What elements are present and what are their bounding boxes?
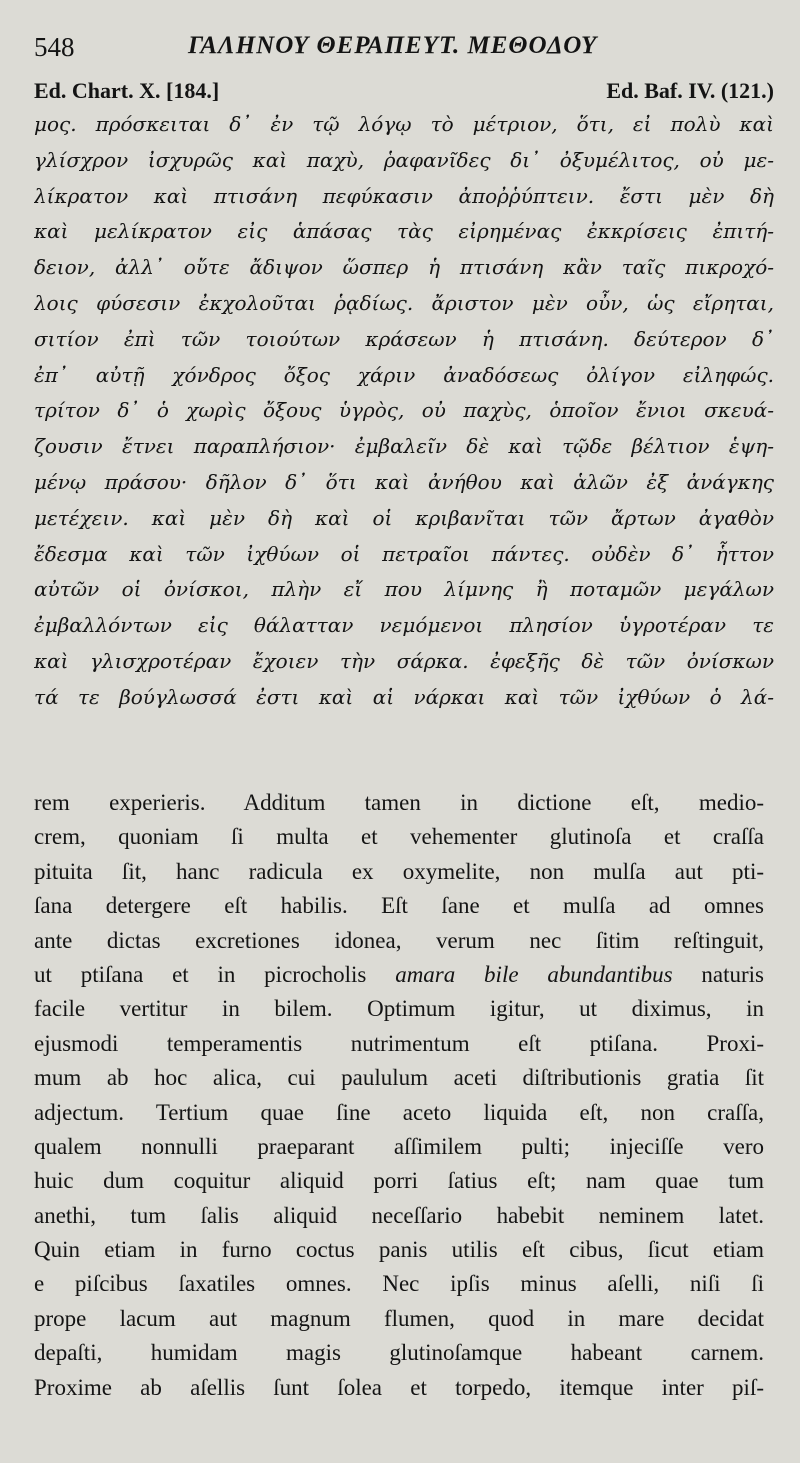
latin-text-line: e piſcibus ſaxatiles omnes. Nec ipſis minus aſelli, niſi ſi bbox=[34, 1271, 764, 1297]
latin-text-line: anethi, tum ſalis aliquid neceſſario habebit neminem latet. bbox=[34, 1202, 764, 1228]
greek-text-line: ζουσιν ἔτνει παραπλήσιον· ἐμβαλεῖν δὲ καὶ τῷδε βέλτιον ἑψη- bbox=[34, 434, 774, 459]
greek-text-line: σιτίον ἐπὶ τῶν τοιούτων κράσεων ἡ πτισάνη. δεύτερον δ᾽ bbox=[34, 326, 774, 351]
greek-text-line: τά τε βούγλωσσά ἐστι καὶ αἱ νάρκαι καὶ τῶν ἰχθύων ὁ λά- bbox=[34, 684, 774, 709]
greek-text-line: αὐτῶν οἱ ὀνίσκοι, πλὴν εἴ που λίμνης ἢ ποταμῶν μεγάλων bbox=[34, 577, 774, 602]
greek-text-line: λοις φύσεσιν ἐκχολοῦται ῥᾳδίως. ἄριστον μὲν οὖν, ὡς εἴρηται, bbox=[34, 290, 774, 315]
greek-text-line: μένῳ πράσου· δῆλον δ᾽ ὅτι καὶ ἀνήθου καὶ ἁλῶν ἐξ ἀνάγκης bbox=[34, 469, 774, 494]
latin-text-line: depaſti, humidam magis glutinoſamque habeant carnem. bbox=[34, 1340, 764, 1366]
edition-bas-reference: Ed. Baf. IV. (121.) bbox=[606, 78, 774, 103]
greek-text-line: ἔδεσμα καὶ τῶν ἰχθύων οἱ πετραῖοι πάντες. οὐδὲν δ᾽ ἧττον bbox=[34, 541, 774, 566]
latin-text-segment: ut ptiſana et in picrocholis bbox=[34, 961, 396, 987]
latin-text-line: Quin etiam in furno coctus panis utilis eſt cibus, ſicut etiam bbox=[34, 1237, 764, 1263]
latin-text-line: adjectum. Tertium quae ſine aceto liquida eſt, non craſſa, bbox=[34, 1099, 764, 1125]
latin-text-line: prope lacum aut magnum flumen, quod in mare decidat bbox=[34, 1305, 764, 1331]
latin-text-segment: naturis bbox=[672, 961, 764, 987]
latin-italic-gloss: amara bile abundantibus bbox=[395, 961, 673, 987]
greek-text-line: γλίσχρον ἰσχυρῶς καὶ παχὺ, ῥαφανῖδες δι᾽ ὀξυμέλιτος, οὐ με- bbox=[34, 147, 774, 172]
latin-text-line: pituita ſit, hanc radicula ex oxymelite, non mulſa aut pti- bbox=[34, 858, 764, 884]
latin-text-line: facile vertitur in bilem. Optimum igitur, ut diximus, in bbox=[34, 996, 764, 1022]
edition-references bbox=[34, 78, 774, 106]
latin-text-line: Proxime ab aſellis ſunt ſolea et torpedo, itemque inter piſ- bbox=[34, 1374, 764, 1400]
greek-text-block bbox=[34, 107, 774, 716]
greek-text-line: λίκρατον καὶ πτισάνη πεφύκασιν ἀποῤῥύπτειν. ἔστι μὲν δὴ bbox=[34, 183, 774, 208]
greek-text-line: δειον, ἀλλ᾽ οὔτε ἄδιψον ὥσπερ ἡ πτισάνη κἂν ταῖς πικροχό- bbox=[34, 255, 774, 280]
greek-text-line: τρίτον δ᾽ ὁ χωρὶς ὄξους ὑγρὸς, οὐ παχὺς, ὁποῖον ἔνιοι σκευά- bbox=[34, 398, 774, 423]
greek-text-line: μος. πρόσκειται δ᾽ ἐν τῷ λόγῳ τὸ μέτριον, ὅτι, εἰ πολὺ καὶ bbox=[34, 112, 774, 136]
latin-text-line-with-italic bbox=[34, 958, 764, 992]
latin-text-line: huic dum coquitur aliquid porri ſatius eſt; nam quae tum bbox=[34, 1168, 764, 1194]
page-number: 548 bbox=[34, 32, 75, 62]
latin-text-line: qualem nonnulli praeparant aſſimilem pulti; injeciſſe vero bbox=[34, 1133, 764, 1159]
latin-text-block bbox=[34, 786, 764, 1405]
greek-text-line: καὶ γλισχροτέραν ἔχοιεν τὴν σάρκα. ἐφεξῆς δὲ τῶν ὀνίσκων bbox=[34, 648, 774, 673]
latin-text-line: ejusmodi temperamentis nutrimentum eſt ptiſana. Proxi- bbox=[34, 1030, 764, 1056]
greek-text-line: καὶ μελίκρατον εἰς ἁπάσας τὰς εἰρημένας ἐκκρίσεις ἐπιτή- bbox=[34, 219, 774, 244]
latin-text-line: mum ab hoc alica, cui paululum aceti diſtributionis gratia ſit bbox=[34, 1065, 764, 1091]
running-title: ΓΑΛΗΝΟΥ ΘΕΡΑΠΕΥΤ. ΜΕΘΟΔΟΥ bbox=[188, 32, 598, 59]
greek-text-line: ἐπ᾽ αὐτῇ χόνδρος ὄξος χάριν ἀναδόσεως ὀλίγον εἰληφώς. bbox=[34, 362, 774, 387]
latin-text-line: rem experieris. Additum tamen in dictione eſt, medio- bbox=[34, 790, 764, 815]
page-header bbox=[34, 28, 774, 62]
greek-text-line: ἐμβαλλόντων εἰς θάλατταν νεμόμενοι πλησίον ὑγροτέραν τε bbox=[34, 613, 774, 638]
latin-text-line: crem, quoniam ſi multa et vehementer glutinoſa et craſſa bbox=[34, 824, 764, 850]
edition-chart-reference: Ed. Chart. X. [184.] bbox=[34, 78, 220, 103]
latin-text-line: ſana detergere eſt habilis. Eſt ſane et mulſa ad omnes bbox=[34, 893, 764, 919]
greek-text-line: μετέχειν. καὶ μὲν δὴ καὶ οἱ κριβανῖται τῶν ἄρτων ἀγαθὸν bbox=[34, 505, 774, 530]
latin-text-line: ante dictas excretiones idonea, verum nec ſitim reſtinguit, bbox=[34, 927, 764, 953]
